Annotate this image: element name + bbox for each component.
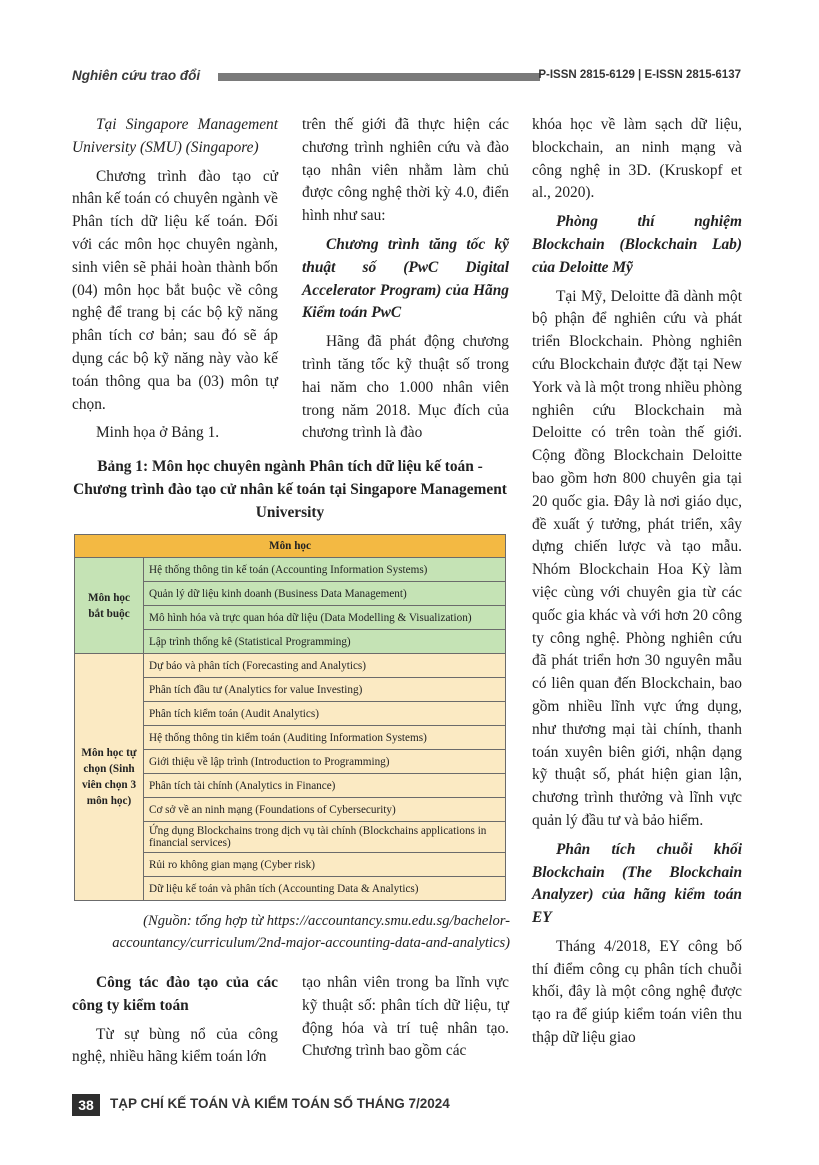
subheading-pwc: Chương trình tăng tốc kỹ thuật số (PwC Digital Accelerator Program) của Hãng Kiểm toán PwC xyxy=(302,235,509,322)
elective-group-label: Môn học tự chọn (Sinh viên chọn 3 môn học) xyxy=(75,654,144,901)
section-heading: Công tác đào tạo của các công ty kiểm toán xyxy=(72,974,278,1014)
issn-label: P-ISSN 2815-6129 | E-ISSN 2815-6137 xyxy=(538,69,741,81)
table-row: Giới thiệu về lập trình (Introduction to Programming) xyxy=(144,750,506,774)
table-row: Phân tích kiểm toán (Audit Analytics) xyxy=(144,702,506,726)
paragraph: Tại Mỹ, Deloitte đã dành một bộ phận để nghiên cứu và phát triển Blockchain. Phòng nghiên cứu Blockchain được đặt tại New York và là một trong nhiều phòng nghiên cứu Blockchain mà Deloitte có trên toàn thế giới. Cộng đồng Blockchain Deloitte bao gồm hơn 800 chuyên gia tại 20 quốc gia. Đây là nơi giáo dục, đề xuất ý tưởng, phát triển, xây dựng chiến lược và tạo mẫu. Nhóm Blockchain Hoa Kỳ làm việc cùng với chuyên gia từ các quốc gia khác và với hơn 20 công ty công nghệ. Phòng nghiên cứu đã phát triển hơn 30 nguyên mẫu có liên quan đến Blockchain, bao gồm nhiều lĩnh vực ứng dụng, như thương mại tài chính, thanh toán xuyên biên giới, nhận dạng kỹ thuật số, phát hiện gian lận, chương trình thưởng và lĩnh vực quản lý đầu tư và bảo hiểm. xyxy=(532,287,742,829)
paragraph: tạo nhân viên trong ba lĩnh vực kỹ thuật số: phân tích dữ liệu, tự động hóa và trí tuệ nhân tạo. Chương trình bao gồm các xyxy=(302,974,509,1060)
section-label: Nghiên cứu trao đổi xyxy=(72,68,201,83)
table-row: Ứng dụng Blockchains trong dịch vụ tài chính (Blockchains applications in financial services) xyxy=(144,822,506,853)
table-row: Dự báo và phân tích (Forecasting and Analytics) xyxy=(144,654,506,678)
column-1-bottom xyxy=(72,972,278,1075)
paragraph: trên thế giới đã thực hiện các chương trình nghiên cứu và đào tạo nhân viên nhằm làm chủ được công nghệ thời kỳ 4.0, điển hình như sau: xyxy=(302,116,509,225)
table-row: Cơ sở về an ninh mạng (Foundations of Cybersecurity) xyxy=(144,798,506,822)
header-bar xyxy=(218,73,540,81)
table-caption: Bảng 1: Môn học chuyên ngành Phân tích dữ liệu kế toán - Chương trình đào tạo cử nhân kế toán tại Singapore Management University xyxy=(73,458,507,521)
paragraph: Chương trình đào tạo cử nhân kế toán có chuyên ngành về Phân tích dữ liệu kế toán. Đối với các môn học chuyên ngành, sinh viên sẽ phải hoàn thành bốn (04) môn học bắt buộc về công nghệ để trang bị các bộ kỹ năng phân tích cơ bản; sau đó sẽ áp dụng các bộ kỹ năng này vào kế toán thông qua ba (03) môn tự chọn. xyxy=(72,167,278,413)
page-number: 38 xyxy=(72,1094,100,1116)
paragraph: Hãng đã phát động chương trình tăng tốc kỹ thuật số trong hai năm cho 1.000 nhân viên trong năm 2018. Mục đích của chương trình là đào xyxy=(302,333,509,442)
table-row: Mô hình hóa và trực quan hóa dữ liệu (Data Modelling & Visualization) xyxy=(144,606,506,630)
required-group-label: Môn học bắt buộc xyxy=(75,558,144,654)
column-1 xyxy=(72,114,278,451)
subheading-ey: Phân tích chuỗi khối Blockchain (The Blockchain Analyzer) của hãng kiểm toán EY xyxy=(532,840,742,927)
paragraph: khóa học về làm sạch dữ liệu, blockchain, an ninh mạng và công nghệ in 3D. (Kruskopf et al., 2020). xyxy=(532,116,742,202)
course-table xyxy=(74,534,506,901)
table-row: Dữ liệu kế toán và phân tích (Accounting Data & Analytics) xyxy=(144,877,506,901)
journal-title: TẠP CHÍ KẾ TOÁN VÀ KIỂM TOÁN SỐ THÁNG 7/2024 xyxy=(110,1096,450,1111)
paragraph: Minh họa ở Bảng 1. xyxy=(96,424,220,442)
table-row: Hệ thống thông tin kiểm toán (Auditing Information Systems) xyxy=(144,726,506,750)
column-2 xyxy=(302,114,509,451)
table-row: Phân tích đầu tư (Analytics for value Investing) xyxy=(144,678,506,702)
subheading-deloitte: Phòng thí nghiệm Blockchain (Blockchain Lab) của Deloitte Mỹ xyxy=(532,213,742,276)
table-row: Quản lý dữ liệu kinh doanh (Business Data Management) xyxy=(144,582,506,606)
column-3 xyxy=(532,114,742,1056)
paragraph: Từ sự bùng nổ của công nghệ, nhiều hãng kiểm toán lớn xyxy=(72,1025,278,1066)
table-row: Hệ thống thông tin kế toán (Accounting Information Systems) xyxy=(144,558,506,582)
table-row: Rủi ro không gian mạng (Cyber risk) xyxy=(144,853,506,877)
paragraph: Tháng 4/2018, EY công bố thí điểm công cụ phân tích chuỗi khối, đây là một công nghệ được tạo ra để giúp kiểm toán viên thu thập dữ liệu giao xyxy=(532,937,742,1047)
column-2-bottom xyxy=(302,972,509,1069)
table-row: Lập trình thống kê (Statistical Programming) xyxy=(144,630,506,654)
table-row: Phân tích tài chính (Analytics in Finance) xyxy=(144,774,506,798)
subheading-smu: Tại Singapore Management University (SMU) (Singapore) xyxy=(72,116,278,156)
table-source: (Nguồn: tổng hợp từ https://accountancy.smu.edu.sg/bachelor-accountancy/curriculum/2nd-major-accounting-data-and-analytics) xyxy=(112,913,510,951)
table-header: Môn học xyxy=(75,535,506,558)
